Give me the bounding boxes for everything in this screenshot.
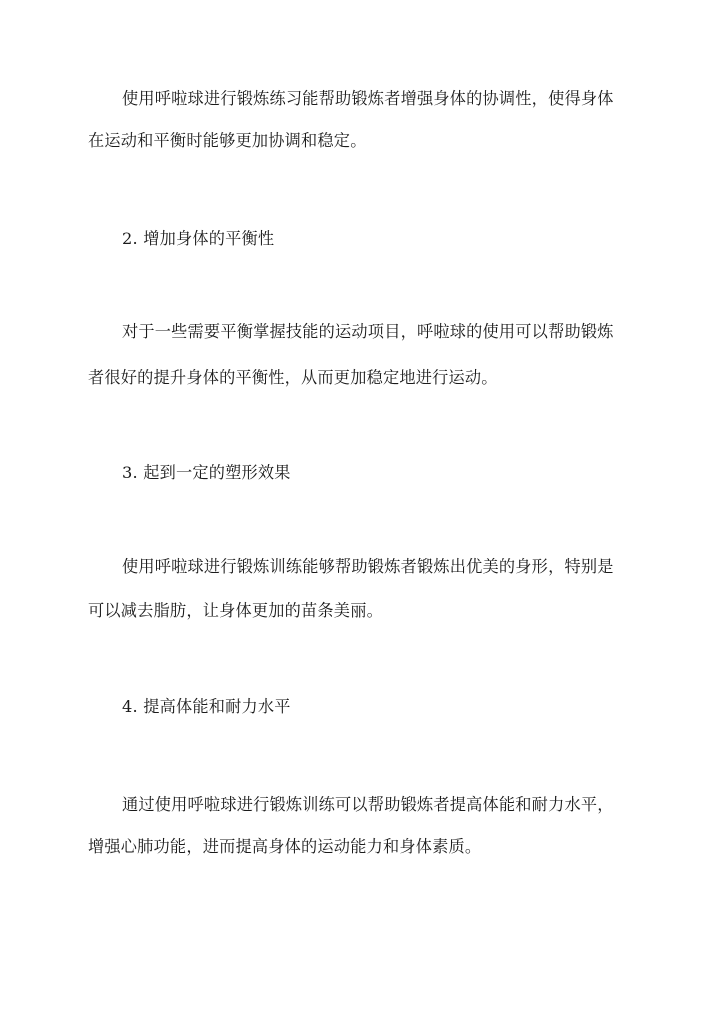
section-heading-3: 3. 起到一定的塑形效果 [122, 463, 291, 482]
paragraph-4-line-1: 通过使用呼啦球进行锻炼训练可以帮助锻炼者提高体能和耐力水平， [122, 795, 614, 814]
section-heading-4: 4. 提高体能和耐力水平 [122, 697, 291, 716]
section-heading-2: 2. 增加身体的平衡性 [122, 229, 275, 248]
paragraph-1-line-2: 在运动和平衡时能够更加协调和稳定。 [88, 131, 367, 150]
paragraph-1-line-1: 使用呼啦球进行锻炼练习能帮助锻炼者增强身体的协调性，使得身体 [122, 89, 614, 108]
paragraph-2-line-1: 对于一些需要平衡掌握技能的运动项目，呼啦球的使用可以帮助锻炼 [122, 322, 614, 341]
paragraph-4-line-2: 增强心肺功能，进而提高身体的运动能力和身体素质。 [88, 837, 482, 856]
paragraph-2-line-2: 者很好的提升身体的平衡性，从而更加稳定地进行运动。 [88, 368, 498, 387]
paragraph-3-line-2: 可以减去脂肪，让身体更加的苗条美丽。 [88, 601, 383, 620]
paragraph-3-line-1: 使用呼啦球进行锻炼训练能够帮助锻炼者锻炼出优美的身形，特别是 [122, 557, 614, 576]
